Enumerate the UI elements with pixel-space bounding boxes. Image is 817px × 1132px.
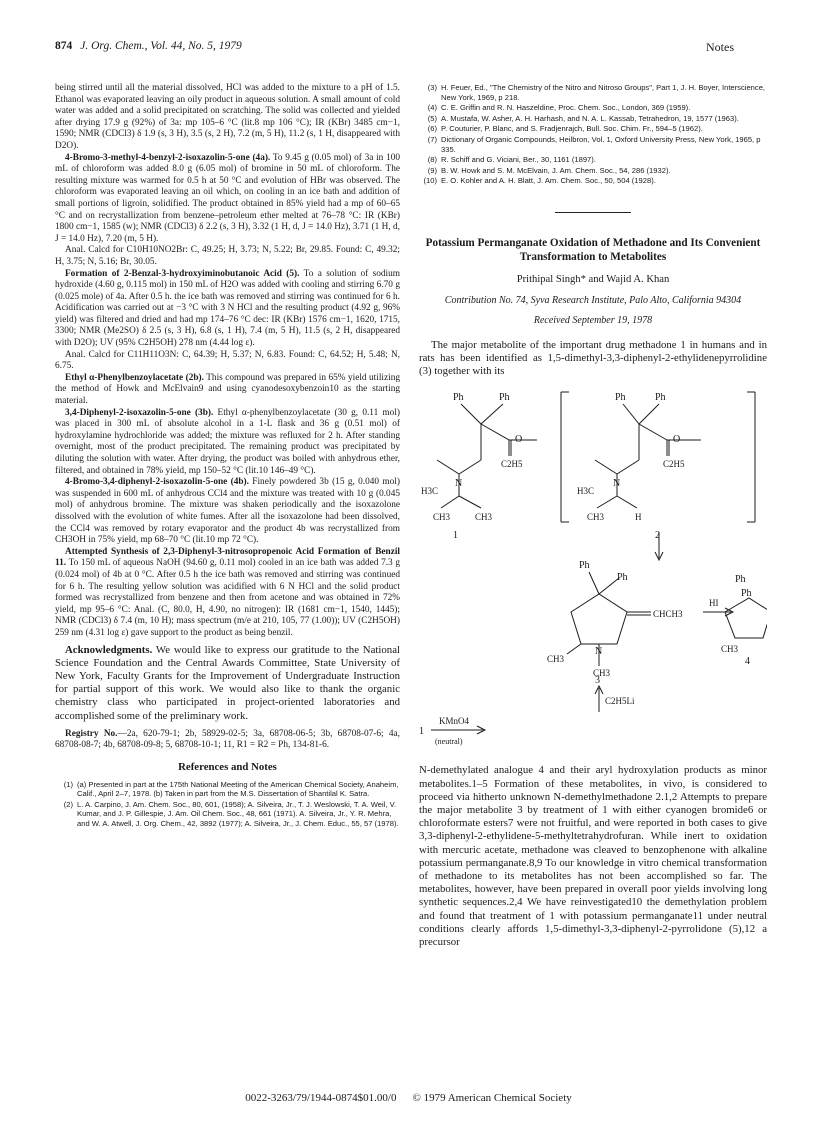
reference-item [419, 83, 767, 102]
compound-number: 1 [453, 530, 458, 542]
scheme-label: CH3 [547, 654, 565, 665]
reference-number: (3) [427, 83, 437, 92]
paragraph-text: To a solution of sodium hydroxide (4.60 g, 0.115 mol) in 150 mL of H2O was added with cooling and stirring 6.70 g (0.025 mole) of 4a. After 0.5 h. the ice bath was removed and stirring was continued for 6 h. Acidification was carried out at −3 °C with 3 N HCl and the resulting product (4.92 g, 96% yield) was filtered and dried and had mp 174–76 °C dec: IR (KBr) 1576 cm−1, 1620, 1715, 3300; NMR (Me2SO) δ 2.5 (s, 3 H), 6.8 (s, 1 H), 7.4 (m, 5 H), 11.5 (s, 2 H, disappeared with D2O); UV (95% C2H5OH) 278 nm (4.44 log ε). [55, 268, 400, 349]
scheme-label: CH3 [433, 512, 451, 523]
reference-text: B. W. Howk and S. M. McElvain, J. Am. Chem. Soc., 54, 286 (1932). [441, 165, 671, 175]
journal-citation: J. Org. Chem., Vol. 44, No. 5, 1979 [80, 40, 242, 52]
reference-number: (6) [427, 124, 437, 134]
registry-text: —2a, 620-79-1; 2b, 58929-02-5; 3a, 68708-06-5; 3b, 68708-07-6; 4a, 68708-08-7; 4b, 68708-09-8; 5, 68708-10-1; 11, R1 = R2 = Ph, 134-81-6. [55, 728, 400, 751]
running-header [55, 40, 242, 52]
subheading: Attempted Synthesis of 2,3-Diphenyl-3-nitrosopropenoic Acid Formation of Benzil 11. [55, 546, 400, 569]
paragraph: being stirred until all the material dissolved, HCl was added to the mixture to a pH of 1.5. Ethanol was evaporated leaving an oily product in aqueous solution. A small amount of cold water was added and a solid precipitated on scratching. The solid was collected and yielded after drying 17.9 g (92%) of 3a: mp 105–6 °C (lit.8 mp 106 °C); IR (KBr) 3485 cm−1, 1590; NMR (CDCl3) δ 1.9 (s, 3 H), 3.5 (s, 2 H), 7.2 (m, 5 H), 11.2 (s, 1 H, disappeared with D2O). [55, 83, 400, 151]
paragraph: N-demethylated analogue 4 and their aryl hydroxylation products as minor metabolites.1–5 Formation of these metabolites, in vivo, is considered to proceed via hitherto unknown N-demethylmethadone 2.1,2 Attempts to prepare the major metabolite 3 by treatment of 1 with either cyanogen bromide6 or chloroformate esters7 were not fruitful, and were reported in both cases to give 3,3-diphenyl-2-ethylidene-5-methyltetrahydrofuran. While inert to oxidation with mercuric acetate, methadone was cleaved to benzophenone with alkaline potassium permanganate.8,9 To our knowledge in vitro chemical transformation of methadone to its metabolites has not been accomplished so far. The metabolites, however, have been prepared in overall poor yields involving long synthetic sequences.2,4 We have reinvestigated10 the demethylation problem and found that treatment of 1 with potassium permanganate11 under neutral conditions clearly affords 1,5-dimethyl-3,3-diphenyl-2-pyrrolidone (5),12 a precursor [419, 764, 767, 948]
scheme-label: Ph [655, 392, 666, 404]
reagent-label: C2H5Li [605, 696, 635, 707]
registry-numbers [55, 729, 400, 752]
article-intro [419, 339, 767, 379]
scheme-label: C2H5 [663, 459, 685, 470]
scheme-label: H [635, 512, 642, 523]
reference-item [419, 114, 767, 124]
acknowledgments-text: We would like to express our gratitude to the National Science Foundation and the Central Awards Committee, State University of New York, Faculty Grants for the Improvement of Undergraduate Instruction for partial support of this work. We would also like to thank the organic chemistry class who participated in project-oriented laboratories and accomplished some of the preliminary work. [55, 643, 400, 722]
reference-text: Dictionary of Organic Compounds, Heilbron, Vol. 1, Oxford University Press, New York, 1965, p 335. [441, 134, 761, 154]
acknowledgments [55, 644, 400, 723]
section-label: Notes [706, 40, 734, 54]
reference-text: L. A. Carpino, J. Am. Chem. Soc., 80, 601, (1958); A. Silveira, Jr., T. J. Weslowski, T. A. Weil, V. Kumar, and J. P. Gillespie, J. Am. Oil Chem. Soc., 48, 661 (1971). A. Silveira, Jr., Y. R. Mehra, and W. A. Atwell, J. Org. Chem., 42, 3892 (1977); A. Silveira, Jr., J. Chem. Educ., 55, 57 (1978). [77, 799, 399, 828]
subheading: 3,4-Diphenyl-2-isoxazolin-5-one (3b). [65, 407, 214, 418]
right-column [419, 83, 767, 949]
compound-number: 4 [745, 656, 750, 668]
reference-list [419, 83, 767, 186]
scheme-label: H3C [577, 486, 595, 497]
reference-number: (7) [427, 134, 437, 144]
scheme-label: O [515, 434, 523, 446]
section-divider [555, 212, 631, 213]
scheme-label: CH3 [593, 668, 611, 679]
paragraph-text: This compound was prepared in 65% yield utilizing the method of Howk and McElvain9 and using cyanodesoxybenzoin10 as the starting material. [55, 372, 401, 407]
paragraph: Anal. Calcd for C11H11O3N: C, 64.39; H, 5.37; N, 6.83. Found: C, 64.52; H, 5.48; N, 6.75. [55, 349, 400, 372]
scheme-label: H3C [421, 486, 439, 497]
compound-number: 2 [655, 530, 660, 542]
paragraph [55, 477, 400, 547]
page-footer [0, 1092, 817, 1104]
subheading: Ethyl α-Phenylbenzoylacetate (2b). [65, 372, 204, 383]
article-affiliation: Contribution No. 74, Syva Research Institute, Palo Alto, California 94304 [444, 294, 742, 306]
scheme-label: Ph [579, 560, 590, 572]
page-number: 874 [55, 40, 73, 52]
compound-number: 3 [595, 675, 600, 687]
paragraph [55, 269, 400, 350]
reaction-scheme [419, 382, 767, 770]
left-column [55, 83, 400, 829]
reagent-label: HI [709, 598, 719, 609]
registry-heading: Registry No. [65, 728, 118, 739]
received-date: Received September 19, 1978 [533, 315, 653, 327]
paragraph [55, 153, 400, 246]
acknowledgments-heading: Acknowledgments. [65, 643, 153, 656]
reference-item [419, 176, 767, 186]
reference-text: P. Couturier, P. Blanc, and S. Fradjenrajch, Bull. Soc. Chim. Fr., 594–5 (1962). [441, 124, 703, 134]
scheme-label: CH3 [475, 512, 493, 523]
reference-item [419, 124, 767, 134]
scheme-label: Ph [615, 392, 626, 404]
reference-text: R. Schiff and G. Viciani, Ber., 30, 1161 (1897). [441, 155, 596, 165]
reference-number: (2) [63, 799, 73, 809]
scheme-label: CH3 [587, 512, 605, 523]
paragraph: Anal. Calcd for C10H10NO2Br: C, 49.25; H, 3.73; N, 5.22; Br, 29.85. Found: C, 49.32; H, 3.75; N, 5.16; Br, 30.05. [55, 245, 400, 267]
document-code: 0022-3263/79/1944-0874$01.00/0 [245, 1092, 397, 1104]
compound-number: 1 [419, 726, 424, 738]
reference-number: (8) [427, 155, 437, 165]
paragraph-text: To 150 mL of aqueous NaOH (94.60 g, 0.11 mol) cooled in an ice bath was added 7.3 g (0.024 mol) of 4b at 0 °C. After 0.5 h the ice bath was removed and stirring was continued for 6 h. The resulting yellow solution was acidified with 6 N HCl and the solid product formed was recrystallized from benzene and then from acetone and was obtained in 72% yield, mp 95–6 °C: Anal. (C, 80.0, H, 4.90, no nitrogen): IR (1681 cm−1, 1540, 1445); NMR (CDCl3) δ 7.4 (m, 10 H); mass spectrum (m/e at 210, 105, 77 (1.00)); UV (C2H5OH) 259 nm (4.31 log ε) gave support to the product as being benzil. [55, 558, 400, 638]
paragraph [55, 408, 400, 478]
reference-number: (4) [427, 103, 437, 113]
reagent-condition: (neutral) [435, 737, 463, 747]
paragraph-text: To 9.45 g (0.05 mol) of 3a in 100 mL of chloroform was added 8.0 g (6.05 mol) of bromine in 50 mL of chloroform. The resulting mixture was warmed for 0.5 h at 50 °C and evolution of HBr was observed. The chloroform was evaporated leaving an oil which, on cooling in an ice bath and addition of small portions of ligroin, solidified. The product obtained in 85% yield had a mp of 60–65 °C and on recrystallization from benzene–petroleum ether melted at 76–78 °C: IR (KBr) 1800 cm−1, 1585 (w); NMR (CDCl3) δ 2.2 (s, 3 H), 3.32 (1 H, d, J = 14.0 Hz), 3.71 (1 H, d, J = 14.0 Hz), 7.20 (m, 5 H). [55, 152, 401, 244]
scheme-label: Ph [499, 392, 510, 404]
reference-text: E. O. Kohler and A. H. Blatt, J. Am. Chem. Soc., 50, 504 (1928). [441, 176, 656, 186]
reference-text: A. Mustafa, W. Asher, A. H. Harhash, and N. A. L. Kassab, Tetrahedron, 19, 1577 (1963). [441, 113, 739, 123]
scheme-label: Ph [741, 588, 752, 600]
paragraph [55, 373, 400, 408]
paragraph [55, 547, 400, 640]
reference-list [55, 780, 400, 829]
subheading: Formation of 2-Benzal-3-hydroxyiminobutanoic Acid (5). [65, 268, 300, 279]
scheme-label: C2H5 [501, 459, 523, 470]
article-body [419, 764, 767, 949]
reference-item [419, 155, 767, 165]
paragraph-text: Finely powdered 3b (15 g, 0.040 mol) was suspended in 600 mL of anhydrous CCl4 and the mixture was treated with 10 g (0.045 mol) of anhydrous bromine. The mixture was shaken periodically and the isoxazolone dissolved with the evolution of white fumes. After all the isoxazolone had been dissolved, the CCl4 was removed by rotary evaporator and the product 4b was recrystallized from CH3OH in 75% yield, mp 68–70 °C (lit.10 mp 72 °C). [55, 477, 400, 546]
reference-number: (5) [427, 113, 437, 123]
copyright-notice: © 1979 American Chemical Society [412, 1092, 572, 1104]
reagent-label: KMnO4 [439, 716, 470, 727]
scheme-label: N [613, 478, 621, 490]
scheme-label: CHCH3 [653, 609, 683, 620]
article-authors: Prithipal Singh* and Wajid A. Khan [516, 274, 670, 286]
reference-text: (a) Presented in part at the 175th National Meeting of the American Chemical Society, Anaheim, Calif., April 2–7, 1978. (b) Taken in part from the M.S. Dissertation of Shantilal K. Satra. [77, 779, 399, 799]
scheme-label: N [595, 646, 603, 658]
scheme-label: Ph [617, 572, 628, 584]
reference-number: (1) [63, 779, 73, 789]
reference-text: C. E. Griffin and R. N. Haszeldine, Proc. Chem. Soc., London, 369 (1959). [441, 103, 691, 113]
paragraph: The major metabolite of the important drug methadone 1 in humans and in rats has been identified as 1,5-dimethyl-3,3-diphenyl-2-ethylidenepyrrolidine (3) together with its [419, 338, 767, 378]
reference-text: H. Feuer, Ed., "The Chemistry of the Nitro and Nitroso Groups", Part 1, J. H. Boyer, Interscience, New York, 1969, p 218. [441, 83, 766, 102]
reference-number: (10) [423, 176, 437, 186]
subheading: 4-Bromo-3-methyl-4-benzyl-2-isoxazolin-5-one (4a). [65, 152, 271, 163]
scheme-label: Ph [453, 392, 464, 404]
reference-number: (9) [427, 165, 437, 175]
scheme-label: CH3 [721, 644, 739, 655]
scheme-label: N [455, 478, 463, 490]
reference-item [419, 135, 767, 154]
subheading: 4-Bromo-3,4-diphenyl-2-isoxazolin-5-one (4b). [65, 477, 249, 488]
reference-item [55, 780, 400, 799]
scheme-label: O [673, 434, 681, 446]
scheme-label: Ph [735, 574, 746, 586]
reference-item [419, 166, 767, 176]
references-heading: References and Notes [178, 760, 277, 773]
article-title: Potassium Permanganate Oxidation of Methadone and Its Convenient Transformation to Metabolites [425, 236, 761, 263]
paragraph-text: Ethyl α-phenylbenzoylacetate (30 g, 0.11 mol) was placed in 300 mL of absolute alcohol in a 1-L flask and 36 g (0.51 mol) of hydroxylamine hydrochloride was added; the mixture was refluxed for 2 h. After standing overnight, most of the product precipitated. The remaining product was precipitated by diluting the solution with water. After drying, the product was boiled with anhydrous ether, filtered, and obtained in 78% yield, mp 150–52 °C (lit.10 146–49 °C). [55, 407, 400, 476]
reference-item [55, 800, 400, 829]
reference-item [419, 103, 767, 113]
